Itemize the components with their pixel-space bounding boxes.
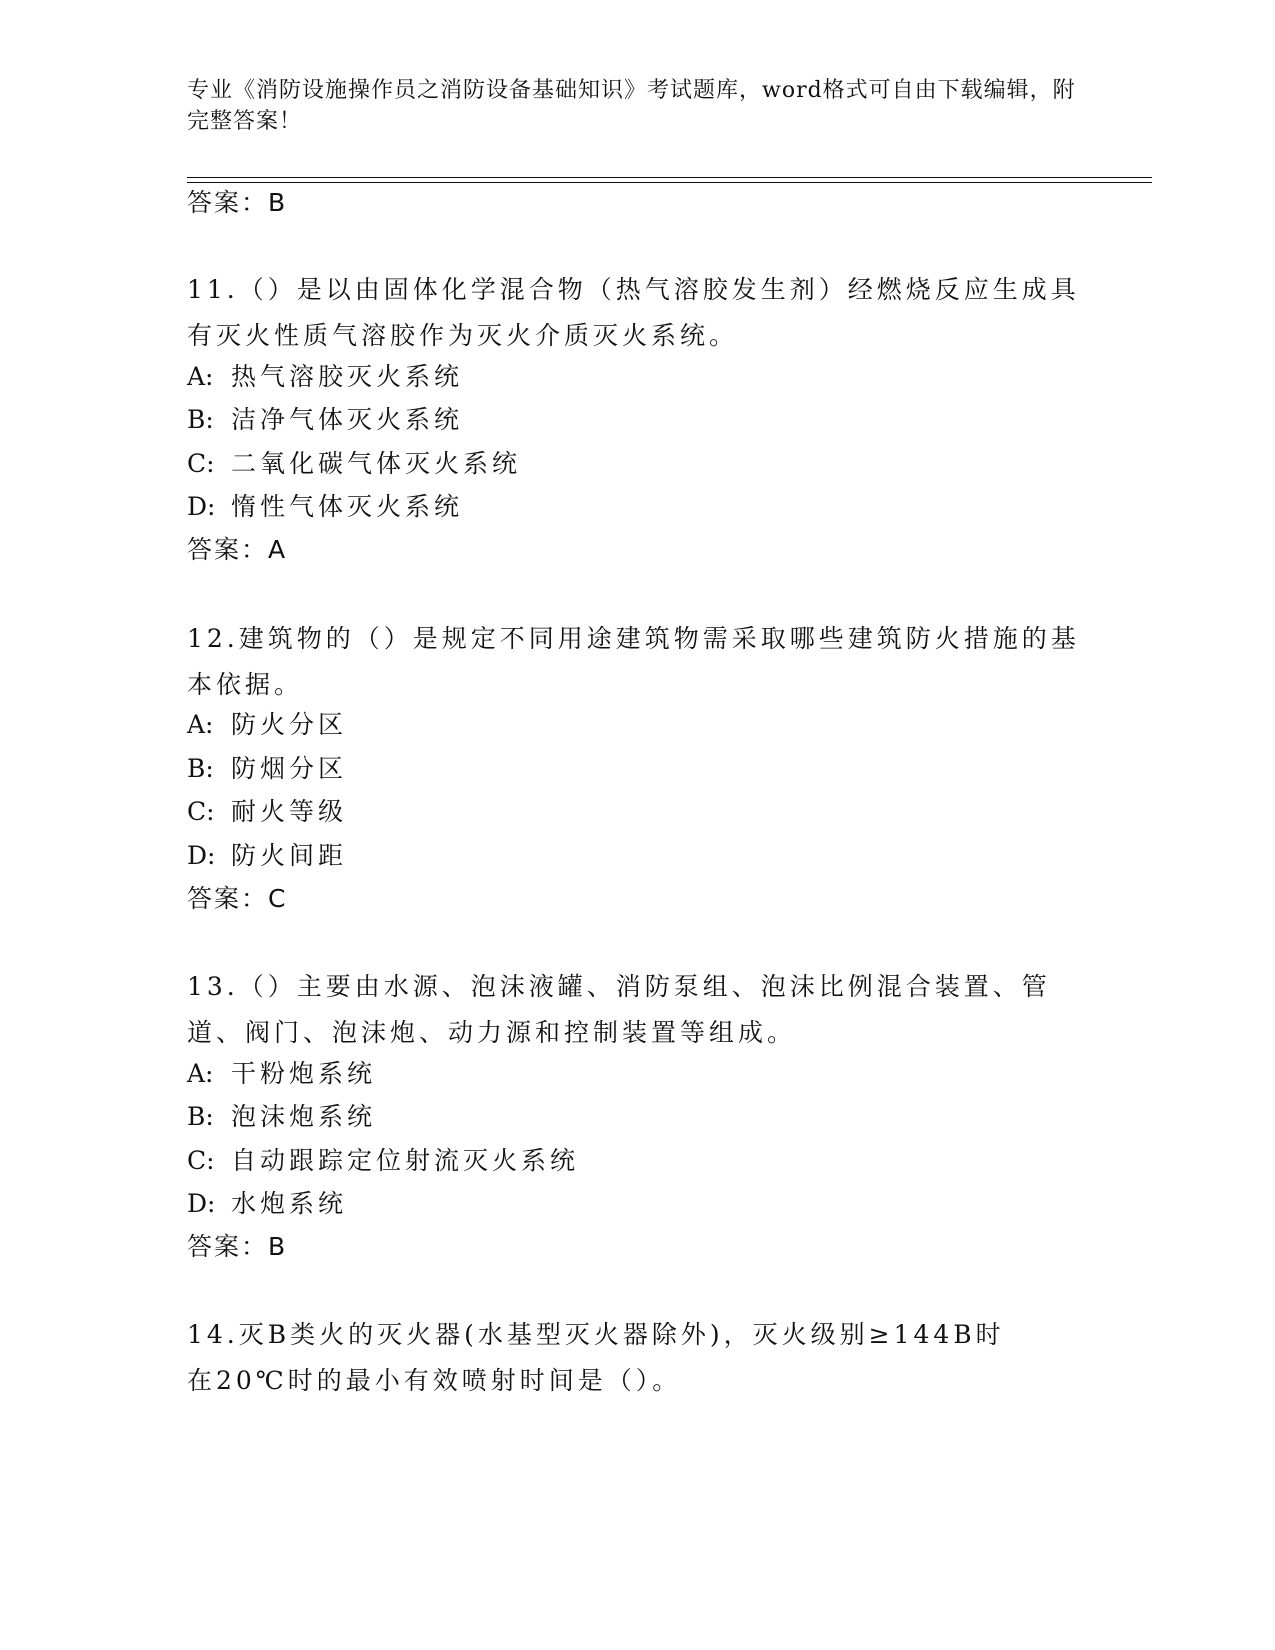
option-label: D:: [187, 841, 216, 870]
question-14-stem: 14.灭B类火的灭火器(水基型灭火器除外)，灭火级别≥144B时在20℃时的最小有效喷射时间是（）。: [187, 1320, 1005, 1395]
document-header: 专业《消防设施操作员之消防设备基础知识》考试题库，word格式可自由下载编辑，附完整答案！: [187, 78, 1076, 134]
option-text: 水炮系统: [231, 1189, 348, 1218]
option-text: 热气溶胶灭火系统: [231, 362, 464, 391]
option-label: B:: [187, 1102, 214, 1131]
question-12-option-d: [187, 839, 347, 873]
header-divider-line: [187, 177, 1152, 178]
answer-line: 答案：B: [187, 188, 288, 217]
header-divider-line-2: [187, 182, 1152, 183]
option-label: D:: [187, 492, 216, 521]
question-13-option-c: [187, 1144, 579, 1178]
option-text: 耐火等级: [231, 797, 348, 826]
option-label: B:: [187, 754, 214, 783]
question-11-answer: 答案：A: [187, 535, 288, 564]
option-text: 洁净气体灭火系统: [231, 405, 464, 434]
option-label: A:: [187, 710, 214, 739]
question-12-option-c: [187, 795, 347, 829]
question-11-option-d: [187, 490, 463, 524]
option-text: 防火间距: [231, 841, 348, 870]
option-label: C:: [187, 797, 215, 826]
question-13-option-b: [187, 1100, 376, 1134]
question-12-option-b: [187, 752, 347, 786]
option-text: 惰性气体灭火系统: [231, 492, 464, 521]
question-13-option-d: [187, 1187, 347, 1221]
option-label: C:: [187, 1146, 215, 1175]
question-12-stem: 12.建筑物的（）是规定不同用途建筑物需采取哪些建筑防火措施的基本依据。: [187, 624, 1080, 699]
question-11-option-b: [187, 403, 463, 437]
option-text: 防烟分区: [231, 754, 348, 783]
option-label: A:: [187, 362, 214, 391]
question-13-stem: 13.（）主要由水源、泡沫液罐、消防泵组、泡沫比例混合装置、管道、阀门、泡沫炮、动力源和控制装置等组成。: [187, 972, 1051, 1047]
option-label: A:: [187, 1059, 214, 1088]
option-text: 干粉炮系统: [231, 1059, 377, 1088]
question-11-option-a: [187, 360, 463, 394]
question-11-stem: 11.（）是以由固体化学混合物（热气溶胶发生剂）经燃烧反应生成具有灭火性质气溶胶作为灭火介质灭火系统。: [187, 275, 1080, 350]
option-label: B:: [187, 405, 214, 434]
option-text: 自动跟踪定位射流灭火系统: [231, 1146, 580, 1175]
question-11-option-c: [187, 447, 521, 481]
question-13-option-a: [187, 1057, 376, 1091]
option-text: 二氧化碳气体灭火系统: [231, 449, 522, 478]
option-label: D:: [187, 1189, 216, 1218]
question-13-answer: 答案：B: [187, 1232, 288, 1261]
option-text: 防火分区: [231, 710, 348, 739]
question-12-option-a: [187, 708, 347, 742]
question-12-answer: 答案：C: [187, 884, 288, 913]
option-text: 泡沫炮系统: [231, 1102, 377, 1131]
option-label: C:: [187, 449, 215, 478]
